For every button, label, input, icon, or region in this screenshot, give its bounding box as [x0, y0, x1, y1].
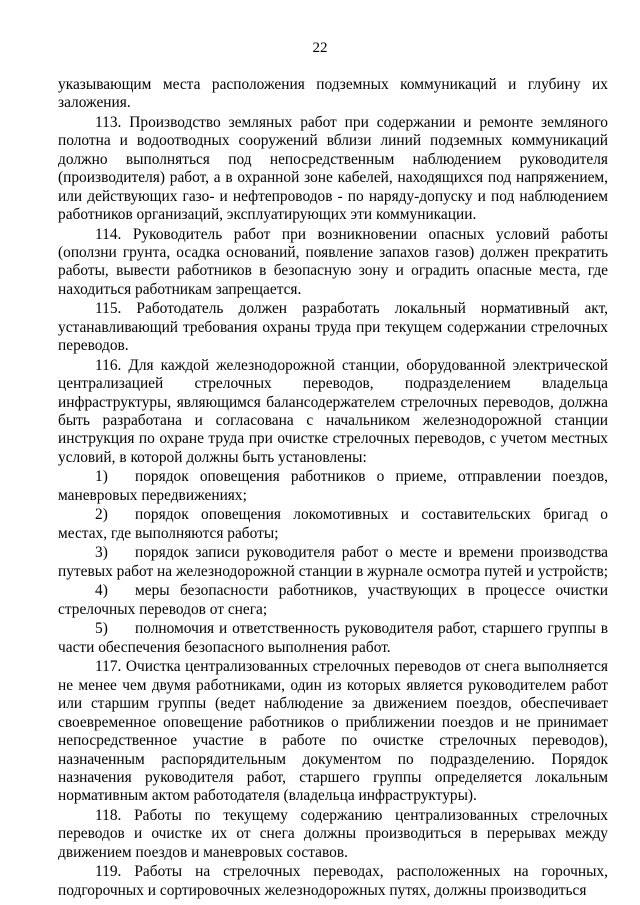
list-item-text: полномочия и ответственность руководителя работ, старшего группы в части обеспечения безопасного выполнения работ. [58, 620, 608, 656]
list-item-number: 3) [95, 544, 108, 562]
list-item [58, 544, 608, 581]
page-number: 22 [312, 40, 328, 56]
list-item [58, 620, 608, 657]
list-item [58, 506, 608, 543]
paragraph-117: 117. Очистка централизованных стрелочных переводов от снега выполняется не менее чем двумя работниками, один из которых является руководителем работ или старшим группы (ведет наблюдение за движением поездов, обеспечивает своевременное оповещение работников о приближении поездов и не принимает непосредственное участие в работе по очистке стрелочных переводов), назначенным распорядительным документом по подразделению. Порядок назначения руководителя работ, старшего группы определяется локальным нормативным актом работодателя (владельца инфраструктуры). [58, 658, 608, 805]
paragraph-118: 118. Работы по текущему содержанию централизованных стрелочных переводов и очистке их от снега должны производиться в перерывах между движением поездов и маневровых составов. [58, 806, 608, 861]
paragraph-114: 114. Руководитель работ при возникновении опасных условий работы (оползни грунта, осадка оснований, появление запахов газов) должен прекратить работы, вывести работников в безопасную зону и оградить опасные места, где находиться работникам запрещается. [58, 225, 608, 298]
list-item [58, 582, 608, 619]
paragraph-116-list [58, 468, 608, 657]
list-item-text: меры безопасности работников, участвующих в процессе очистки стрелочных переводов от снега; [58, 582, 608, 618]
document-body [58, 76, 608, 901]
paragraph-112-continuation: указывающим места расположения подземных коммуникаций и глубину их заложения. [58, 76, 608, 112]
list-item-number: 4) [95, 582, 108, 600]
paragraph-115: 115. Работодатель должен разработать локальный нормативный акт, устанавливающий требования охраны труда при текущем содержании стрелочных переводов. [58, 300, 608, 355]
list-item-text: порядок оповещения локомотивных и составительских бригад о местах, где выполняются работы; [58, 506, 608, 542]
list-item-text: порядок оповещения работников о приеме, отправлении поездов, маневровых передвижениях; [58, 468, 608, 504]
list-item-number: 5) [95, 620, 108, 638]
list-item-number: 2) [95, 506, 108, 524]
list-item-number: 1) [95, 468, 108, 486]
paragraph-116: 116. Для каждой железнодорожной станции, оборудованной электрической централизацией стрелочных переводов, подразделением владельца инфраструктуры, являющимся балансодержателем стрелочных переводов, должна быть разработана и согласована с начальником железнодорожной станции инструкция по охране труда при очистке стрелочных переводов, с учетом местных условий, в которой должны быть установлены: [58, 356, 608, 466]
paragraph-113: 113. Производство земляных работ при содержании и ремонте земляного полотна и водоотводных сооружений вблизи линий подземных коммуникаций должно выполняться под непосредственным наблюдением руководителя (производителя) работ, а в охранной зоне кабелей, находящихся под напряжением, или действующих газо- и нефтепроводов - по наряду-допуску и под наблюдением работников организаций, эксплуатирующих эти коммуникации. [58, 114, 608, 224]
list-item [58, 468, 608, 505]
list-item-text: порядок записи руководителя работ о месте и времени производства путевых работ на железнодорожной станции в журнале осмотра путей и устройств; [58, 544, 609, 580]
paragraph-119: 119. Работы на стрелочных переводах, расположенных на горочных, подгорочных и сортировочных железнодорожных путях, должны производиться [58, 863, 608, 899]
